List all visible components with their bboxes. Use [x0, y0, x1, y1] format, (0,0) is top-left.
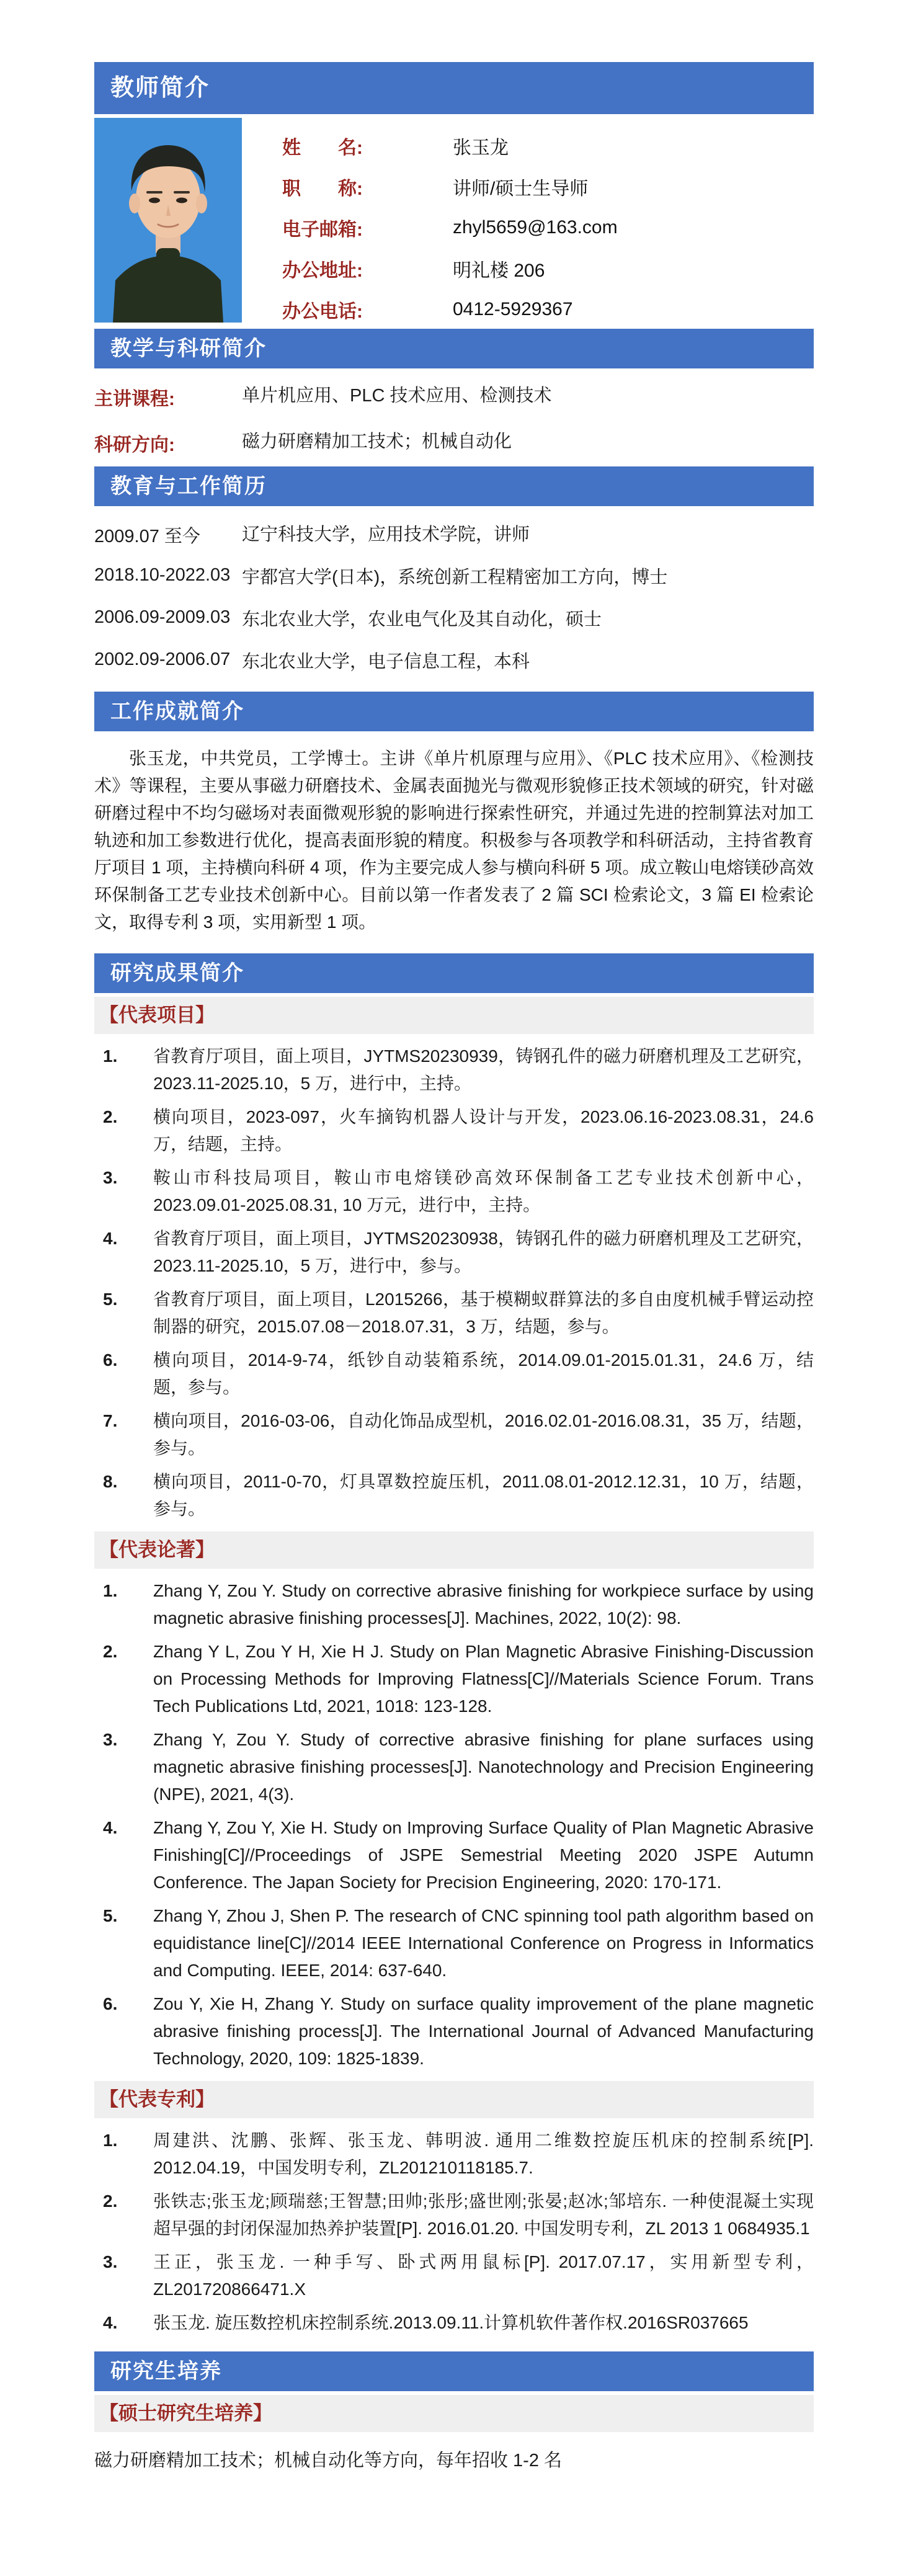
publication-item-number: 2. — [103, 1642, 118, 1661]
project-item-text: 省教育厅项目，面上项目，JYTMS20230939，铸钢孔件的磁力研磨机理及工艺研究，2023.11-2025.10，5 万，进行中，主持。 — [153, 1046, 814, 1093]
publication-item — [94, 1902, 814, 1984]
subheader-publications: 【代表论著】 — [94, 1531, 814, 1569]
education-period: 2018.10-2022.03 — [94, 565, 231, 585]
project-item-text: 鞍山市科技局项目，鞍山市电熔镁砂高效环保制备工艺专业技术创新中心，2023.09.01-2025.08.31, 10 万元，进行中，主持。 — [153, 1168, 814, 1214]
profile-field-value: 0412-5929367 — [453, 299, 573, 319]
project-item — [94, 1103, 814, 1158]
project-item-text: 省教育厅项目，面上项目，L2015266，基于模糊蚁群算法的多自由度机械手臂运动控制器的研究，2015.07.08－2018.07.31，3 万，结题，参与。 — [153, 1290, 814, 1336]
education-detail: 辽宁科技大学，应用技术学院，讲师 — [242, 525, 530, 545]
publication-item-text: Zhang Y L, Zou Y H, Xie H J. Study on Plan Magnetic Abrasive Finishing-Discussion on Processing Methods for Improving Flatness[C]//Materials Science Forum. Trans Tech Publications Ltd, 2021, 1018: 123-128. — [153, 1642, 814, 1716]
project-item — [94, 1347, 814, 1401]
teaching-row-label: 科研方向: — [94, 435, 175, 455]
project-item — [94, 1164, 814, 1219]
project-item — [94, 1468, 814, 1523]
profile-field-label: 办公电话: — [282, 301, 363, 322]
profile-field-value: 明礼楼 206 — [453, 261, 545, 281]
publication-item — [94, 1814, 814, 1896]
project-item — [94, 1286, 814, 1340]
publication-item-number: 4. — [103, 1818, 118, 1837]
profile-field-row — [282, 248, 814, 289]
project-item — [94, 1043, 814, 1097]
patent-item-number: 2. — [103, 2191, 118, 2211]
publication-item — [94, 1990, 814, 2072]
project-item-text: 横向项目，2023-097，火车摘钩机器人设计与开发，2023.06.16-2023.08.31，24.6 万，结题，主持。 — [153, 1107, 814, 1154]
publication-item-text: Zhang Y, Zhou J, Shen P. The research of CNC spinning tool path algorithm based on equidistance line[C]//2014 IEEE International Conference on Progress in Informatics and Computing. IEEE, 2014: 637-640. — [153, 1906, 814, 1980]
subheader-projects: 【代表项目】 — [94, 997, 814, 1034]
project-item-text: 省教育厅项目，面上项目，JYTMS20230938，铸钢孔件的磁力研磨机理及工艺研究，2023.11-2025.10，5 万，进行中，参与。 — [153, 1229, 814, 1275]
teaching-row-value: 单片机应用、PLC 技术应用、检测技术 — [242, 386, 552, 406]
document-body — [94, 0, 814, 2511]
education-row — [94, 607, 814, 632]
section-banner-achievements: 工作成就简介 — [94, 692, 814, 731]
project-item — [94, 1407, 814, 1462]
profile-field-label: 电子邮箱: — [282, 220, 363, 240]
teaching-row — [94, 383, 814, 411]
project-item — [94, 1225, 814, 1280]
profile-field-row — [282, 166, 814, 207]
section-banner-teacher-intro: 教师简介 — [94, 62, 814, 114]
profile-field-row — [282, 207, 814, 248]
project-item-number: 8. — [103, 1472, 118, 1491]
profile-field-row — [282, 289, 814, 330]
patent-item-text: 周建洪、沈鹏、张辉、张玉龙、韩明波. 通用二维数控旋压机床的控制系统[P]. 2012.04.19，中国发明专利，ZL201210118185.7. — [153, 2131, 814, 2177]
education-detail: 东北农业大学，农业电气化及其自动化，硕士 — [242, 610, 602, 630]
patent-item — [94, 2127, 814, 2182]
project-item-text: 横向项目，2011-0-70，灯具罩数控旋压机，2011.08.01-2012.12.31，10 万，结题，参与。 — [153, 1472, 814, 1518]
project-item-number: 1. — [103, 1046, 118, 1066]
patent-item-text: 张玉龙. 旋压数控机床控制系统.2013.09.11.计算机软件著作权.2016SR037665 — [153, 2313, 749, 2332]
profile-field-row — [282, 125, 814, 166]
education-period: 2002.09-2006.07 — [94, 649, 231, 669]
patent-item-text: 张铁志;张玉龙;顾瑞慈;王智慧;田帅;张彤;盛世刚;张晏;赵冰;邹培东. 一种使混凝土实现超早强的封闭保湿加热养护装置[P]. 2016.01.20. 中国发明专利，ZL 2013 1 0684935.1 — [153, 2191, 814, 2238]
patents-list — [94, 2127, 814, 2337]
education-detail: 东北农业大学，电子信息工程，本科 — [242, 652, 530, 672]
project-item-number: 6. — [103, 1350, 118, 1370]
profile-field-value: zhyl5659@163.com — [453, 217, 618, 238]
portrait-photo — [94, 118, 242, 323]
publication-item-number: 1. — [103, 1581, 118, 1600]
project-item-number: 4. — [103, 1229, 118, 1248]
achievements-paragraph: 张玉龙，中共党员，工学博士。主讲《单片机原理与应用》、《PLC 技术应用》、《检测技术》等课程，主要从事磁力研磨技术、金属表面抛光与微观形貌修正技术领域的研究，针对磁研磨过程中不均匀磁场对表面微观形貌的影响进行探索性研究，并通过先进的控制算法对加工轨迹和加工参数进行优化，提高表面形貌的精度。积极参与各项教学和科研活动，主持省教育厅项目 1 项，主持横向科研 4 项，作为主要完成人参与横向科研 5 项。成立鞍山电熔镁砂高效环保制备工艺专业技术创新中心。目前以第一作者发表了 2 篇 SCI 检索论文，3 篇 EI 检索论文，取得专利 3 项，实用新型 1 项。 — [94, 749, 814, 932]
education-rows — [94, 522, 814, 674]
patent-item-number: 1. — [103, 2131, 118, 2150]
subheader-patents: 【代表专利】 — [94, 2081, 814, 2118]
education-row — [94, 649, 814, 674]
patent-item-number: 3. — [103, 2252, 118, 2271]
profile-field-label: 办公地址: — [282, 261, 363, 281]
projects-list — [94, 1043, 814, 1523]
publication-item-text: Zhang Y, Zou Y, Xie H. Study on Improving Surface Quality of Plan Magnetic Abrasive Finishing[C]//Proceedings of JSPE Semestrial Meeting 2020 JSPE Autumn Conference. The Japan Society for Precision Engineering, 2020: 170-171. — [153, 1818, 814, 1892]
publication-item-number: 3. — [103, 1730, 118, 1749]
section-banner-research-results: 研究成果简介 — [94, 953, 814, 993]
project-item-number: 3. — [103, 1168, 118, 1187]
patent-item — [94, 2188, 814, 2242]
publication-item — [94, 1726, 814, 1808]
section-banner-education-history: 教育与工作简历 — [94, 466, 814, 506]
teaching-rows — [94, 383, 814, 457]
project-item-number: 2. — [103, 1107, 118, 1126]
project-item-text: 横向项目，2016-03-06，自动化饰品成型机，2016.02.01-2016.08.31，35 万，结题，参与。 — [153, 1411, 814, 1458]
education-period: 2006.09-2009.03 — [94, 607, 231, 627]
publications-list — [94, 1577, 814, 2072]
patent-item-text: 王正，张玉龙. 一种手写、卧式两用鼠标[P]. 2017.07.17，实用新型专利，ZL201720866471.X — [153, 2252, 814, 2299]
publication-item-number: 5. — [103, 1906, 118, 1925]
teaching-row — [94, 429, 814, 457]
publication-item-text: Zhang Y, Zou Y. Study on corrective abrasive finishing for workpiece surface by using magnetic abrasive finishing processes[J]. Machines, 2022, 10(2): 98. — [153, 1581, 814, 1628]
graduate-training-text: 磁力研磨精加工技术；机械自动化等方向，每年招收 1-2 名 — [94, 2451, 563, 2471]
profile-field-label: 职 称: — [282, 179, 363, 199]
project-item-number: 5. — [103, 1290, 118, 1309]
publication-item-text: Zhang Y, Zou Y. Study of corrective abrasive finishing for plane surfaces using magnetic abrasive finishing processes[J]. Nanotechnology and Precision Engineering (NPE), 2021, 4(3). — [153, 1730, 814, 1804]
profile-field-label: 姓 名: — [282, 138, 363, 158]
profile-fields — [242, 118, 814, 323]
patent-item — [94, 2309, 814, 2337]
publication-item — [94, 1577, 814, 1632]
section-banner-teaching-research: 教学与科研简介 — [94, 329, 814, 368]
education-row — [94, 522, 814, 548]
education-period: 2009.07 至今 — [94, 527, 200, 546]
subheader-master-training: 【硕士研究生培养】 — [94, 2395, 814, 2432]
project-item-number: 7. — [103, 1411, 118, 1430]
teaching-row-label: 主讲课程: — [94, 389, 175, 409]
publication-item-number: 6. — [103, 1994, 118, 2013]
teaching-row-value: 磁力研磨精加工技术；机械自动化 — [242, 432, 512, 452]
publication-item — [94, 1638, 814, 1720]
publication-item-text: Zou Y, Xie H, Zhang Y. Study on surface quality improvement of the plane magnetic abrasive finishing process[J]. The International Journal of Advanced Manufacturing Technology, 2020, 109: 1825-1839. — [153, 1994, 814, 2068]
profile-field-value: 张玉龙 — [453, 138, 509, 158]
project-item-text: 横向项目，2014-9-74，纸钞自动装箱系统，2014.09.01-2015.01.31，24.6 万，结题，参与。 — [153, 1350, 814, 1397]
section-banner-graduate-training: 研究生培养 — [94, 2351, 814, 2391]
profile-field-value: 讲师/硕士生导师 — [453, 179, 589, 199]
education-detail: 宇都宫大学(日本)，系统创新工程精密加工方向，博士 — [242, 568, 668, 587]
profile-section — [94, 118, 814, 323]
education-row — [94, 565, 814, 590]
patent-item — [94, 2248, 814, 2303]
patent-item-number: 4. — [103, 2313, 118, 2332]
